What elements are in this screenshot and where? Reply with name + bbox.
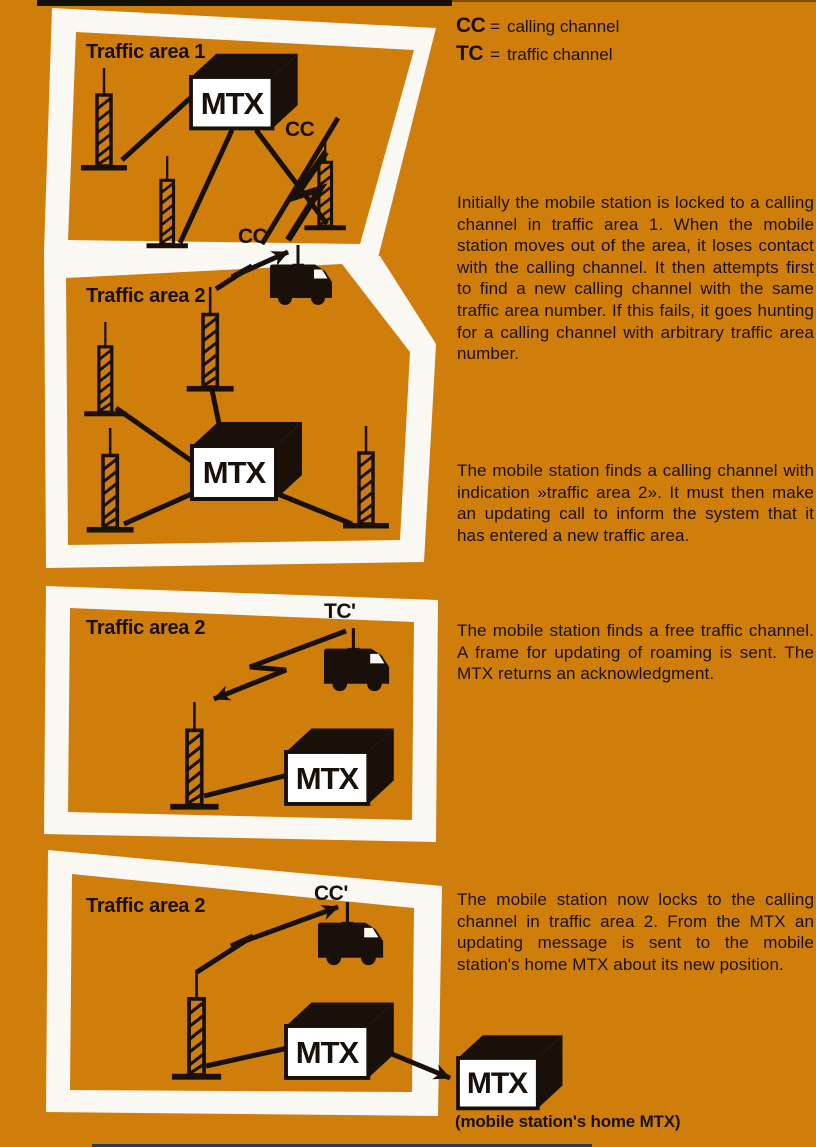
- legend-abbr-cc: CC: [456, 14, 486, 37]
- paragraph-initial-lock: Initially the mobile station is locked to a calling channel in traffic area 1. When the mobile station moves out of the area, it loses contact with the calling channel. It then attempts first to find a new calling channel with the same traffic area number. If this fails, it goes hunting for a calling channel with arbitrary traffic area number.: [457, 193, 814, 364]
- paragraph-free-traffic-channel: The mobile station finds a free traffic channel. A frame for updating of roaming is sent. The MTX returns an acknowledgment.: [457, 621, 814, 684]
- cc-channel-label: CC: [285, 118, 315, 141]
- home-mtx-caption: (mobile station's home MTX): [455, 1112, 681, 1131]
- cc-prime-label: CC': [314, 882, 348, 905]
- top-edge-strip: [37, 0, 452, 6]
- legend-equals: =: [490, 45, 500, 64]
- mtx-label: MTX: [466, 1067, 528, 1100]
- channel-legend: [456, 14, 619, 70]
- top-edge-strip-thin: [452, 0, 816, 2]
- tc-prime-label: TC': [324, 600, 356, 623]
- panel-title: Traffic area 2: [86, 617, 206, 639]
- legend-row-cc: [456, 14, 619, 38]
- paragraph-finds-calling-channel: The mobile station finds a calling channel with indication »traffic area 2». It must then make an updating call to inform the system that it has entered a new traffic area.: [457, 461, 814, 545]
- mtx-label: MTX: [200, 86, 264, 121]
- legend-abbr-tc: TC: [456, 42, 483, 65]
- home-mtx: [458, 1035, 563, 1108]
- cc-prime-label: CC': [238, 225, 272, 248]
- mtx-label: MTX: [295, 1035, 359, 1070]
- legend-label-cc: calling channel: [506, 17, 620, 36]
- mtx-label: MTX: [202, 455, 266, 490]
- legend-equals: =: [490, 17, 500, 36]
- paragraph-locks-to-cc2: The mobile station now locks to the calling channel in traffic area 2. From the MTX an updating message is sent to the mobile station's home MTX about its new position.: [457, 890, 814, 974]
- mtx-label: MTX: [295, 761, 359, 796]
- panel-title: Traffic area 1: [86, 41, 206, 63]
- legend-row-tc: [456, 42, 619, 66]
- panel-title: Traffic area 2: [86, 285, 206, 307]
- legend-label-tc: traffic channel: [506, 45, 613, 64]
- panel-title: Traffic area 2: [86, 895, 206, 917]
